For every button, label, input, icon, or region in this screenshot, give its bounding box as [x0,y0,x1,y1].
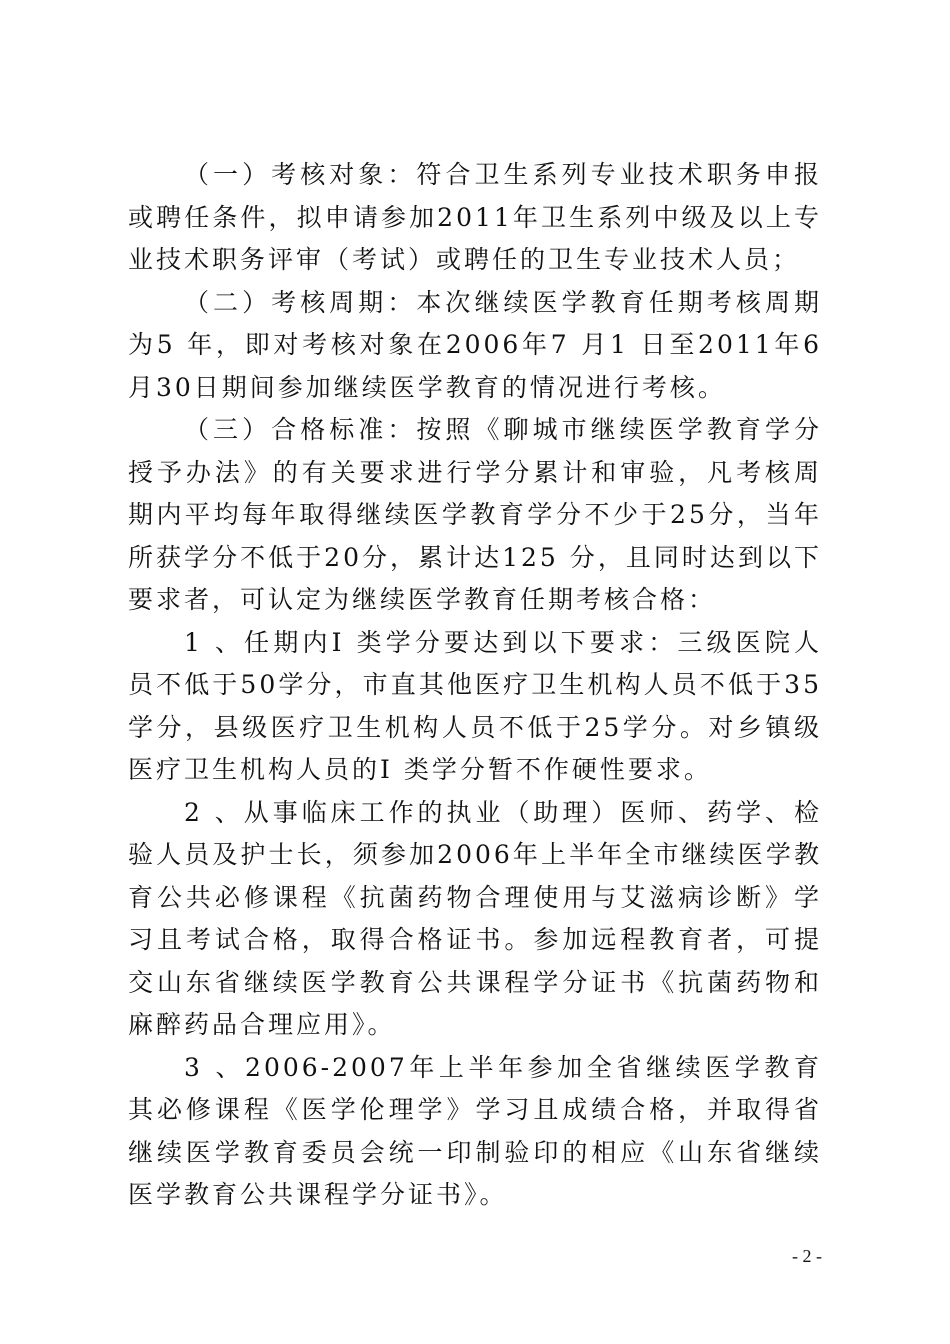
document-body [128,154,822,1217]
paragraph-qualification-standard: （三）合格标准：按照《聊城市继续医学教育学分授予办法》的有关要求进行学分累计和审验，凡考核周期内平均每年取得继续医学教育学分不少于25分，当年所获学分不低于20分，累计达125 分，且同时达到以下要求者，可认定为继续医学教育任期考核合格： [128,415,822,614]
paragraph-assessment-target: （一）考核对象：符合卫生系列专业技术职务申报或聘任条件，拟申请参加2011年卫生系列中级及以上专业技术职务评审（考试）或聘任的卫生专业技术人员； [128,160,822,274]
paragraph-requirement-2: 2 、从事临床工作的执业（助理）医师、药学、检验人员及护士长，须参加2006年上半年全市继续医学教育公共必修课程《抗菌药物合理使用与艾滋病诊断》学习且考试合格，取得合格证书。参加远程教育者，可提交山东省继续医学教育公共课程学分证书《抗菌药物和麻醉药品合理应用》。 [128,797,822,1039]
paragraph-assessment-period: （二）考核周期：本次继续医学教育任期考核周期为5 年，即对考核对象在2006年7 月1 日至2011年6 月30日期间参加继续医学教育的情况进行考核。 [128,287,822,402]
paragraph-requirement-3: 3 、2006-2007年上半年参加全省继续医学教育其必修课程《医学伦理学》学习且成绩合格，并取得省继续医学教育委员会统一印制验印的相应《山东省继续医学教育公共课程学分证书》。 [128,1052,822,1209]
paragraph-requirement-1: 1 、任期内I 类学分要达到以下要求：三级医院人员不低于50学分，市直其他医疗卫生机构人员不低于35学分，县级医疗卫生机构人员不低于25学分。对乡镇级医疗卫生机构人员的I 类学分暂不作硬性要求。 [128,627,822,784]
page-number: - 2 - [792,1246,822,1266]
